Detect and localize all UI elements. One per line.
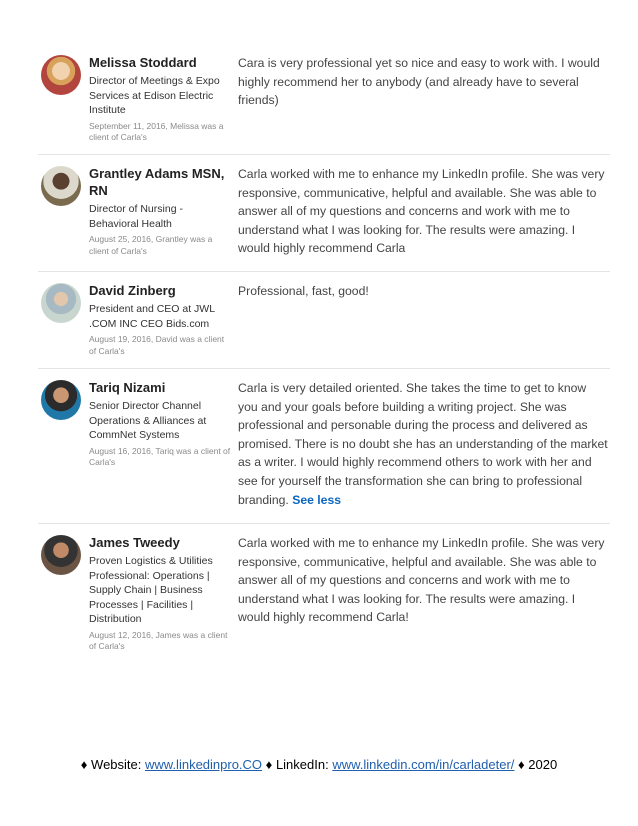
page-footer bbox=[0, 757, 638, 772]
recommender-title: Proven Logistics & Utilities Professional: Operations | Supply Chain | Business Processes | Facilities | Distribution bbox=[89, 555, 213, 625]
recommender-name[interactable]: Grantley Adams MSN, RN bbox=[89, 166, 225, 198]
recommendation-item bbox=[38, 44, 610, 155]
avatar[interactable] bbox=[41, 55, 81, 95]
linkedin-link[interactable]: www.linkedin.com/in/carladeter/ bbox=[332, 757, 515, 772]
avatar[interactable] bbox=[41, 380, 81, 420]
footer-year: 2020 bbox=[528, 757, 558, 772]
recommendation-text bbox=[238, 379, 608, 523]
recommender-name[interactable]: David Zinberg bbox=[89, 283, 176, 298]
recommender-title: President and CEO at JWL .COM INC CEO Bids.com bbox=[89, 303, 215, 330]
recommender-title: Director of Meetings & Expo Services at Edison Electric Institute bbox=[89, 75, 220, 116]
recommendation-date: August 12, 2016, James was a client of Carla's bbox=[89, 629, 228, 651]
recommendation-body: Carla is very detailed oriented. She takes the time to get to know you and your goals before building a writing project. She was professional and personable during the process and delivered as promised. There is no doubt she has an understanding of the market as a writer. I would highly recommend others to work with her and see for yourself the transformation she can bring to professional branding. bbox=[238, 381, 608, 507]
avatar[interactable] bbox=[41, 166, 81, 206]
recommendation-item bbox=[38, 524, 610, 659]
recommender-name[interactable]: Melissa Stoddard bbox=[89, 55, 197, 70]
recommender-name[interactable]: Tariq Nizami bbox=[89, 380, 166, 395]
see-less-link[interactable]: See less bbox=[292, 492, 342, 507]
recommendation-item bbox=[38, 272, 610, 369]
recommendation-text: Carla worked with me to enhance my LinkedIn profile. She was very responsive, communicative, helpful and available. She was able to answer all of my questions and concerns and work with me to understand what I was looking for. The results were amazing. I would highly recommend Carla bbox=[238, 167, 605, 256]
website-link[interactable]: www.linkedinpro.CO bbox=[145, 757, 263, 772]
recommender-name[interactable]: James Tweedy bbox=[89, 535, 180, 550]
recommendation-date: August 25, 2016, Grantley was a client of Carla's bbox=[89, 234, 213, 256]
recommendation-item bbox=[38, 369, 610, 524]
recommendation-date: August 16, 2016, Tariq was a client of Carla's bbox=[89, 445, 231, 467]
website-label: Website: bbox=[91, 757, 142, 772]
recommendation-date: September 11, 2016, Melissa was a client of Carla's bbox=[89, 120, 224, 142]
recommendation-text: Cara is very professional yet so nice and easy to work with. I would highly recommend her to anybody (and already have to several friends) bbox=[238, 56, 600, 108]
diamond-icon: ♦ bbox=[265, 757, 273, 772]
recommender-title: Senior Director Channel Operations & Alliances at CommNet Systems bbox=[89, 400, 207, 441]
avatar[interactable] bbox=[41, 535, 81, 575]
recommender-title: Director of Nursing - Behavioral Health bbox=[89, 203, 183, 230]
recommendation-date: August 19, 2016, David was a client of Carla's bbox=[89, 334, 225, 356]
avatar[interactable] bbox=[41, 283, 81, 323]
recommendations-list bbox=[38, 44, 610, 659]
recommendation-text: Carla worked with me to enhance my LinkedIn profile. She was very responsive, communicative, helpful and available. She was able to answer all of my questions and concerns and work with me to understand what I was looking for. The results were amazing. I would highly recommend Carla! bbox=[238, 536, 605, 625]
recommendation-item bbox=[38, 155, 610, 272]
diamond-icon: ♦ bbox=[80, 757, 88, 772]
linkedin-label: LinkedIn: bbox=[275, 757, 329, 772]
diamond-icon: ♦ bbox=[518, 757, 525, 772]
recommendation-text: Professional, fast, good! bbox=[238, 284, 369, 298]
